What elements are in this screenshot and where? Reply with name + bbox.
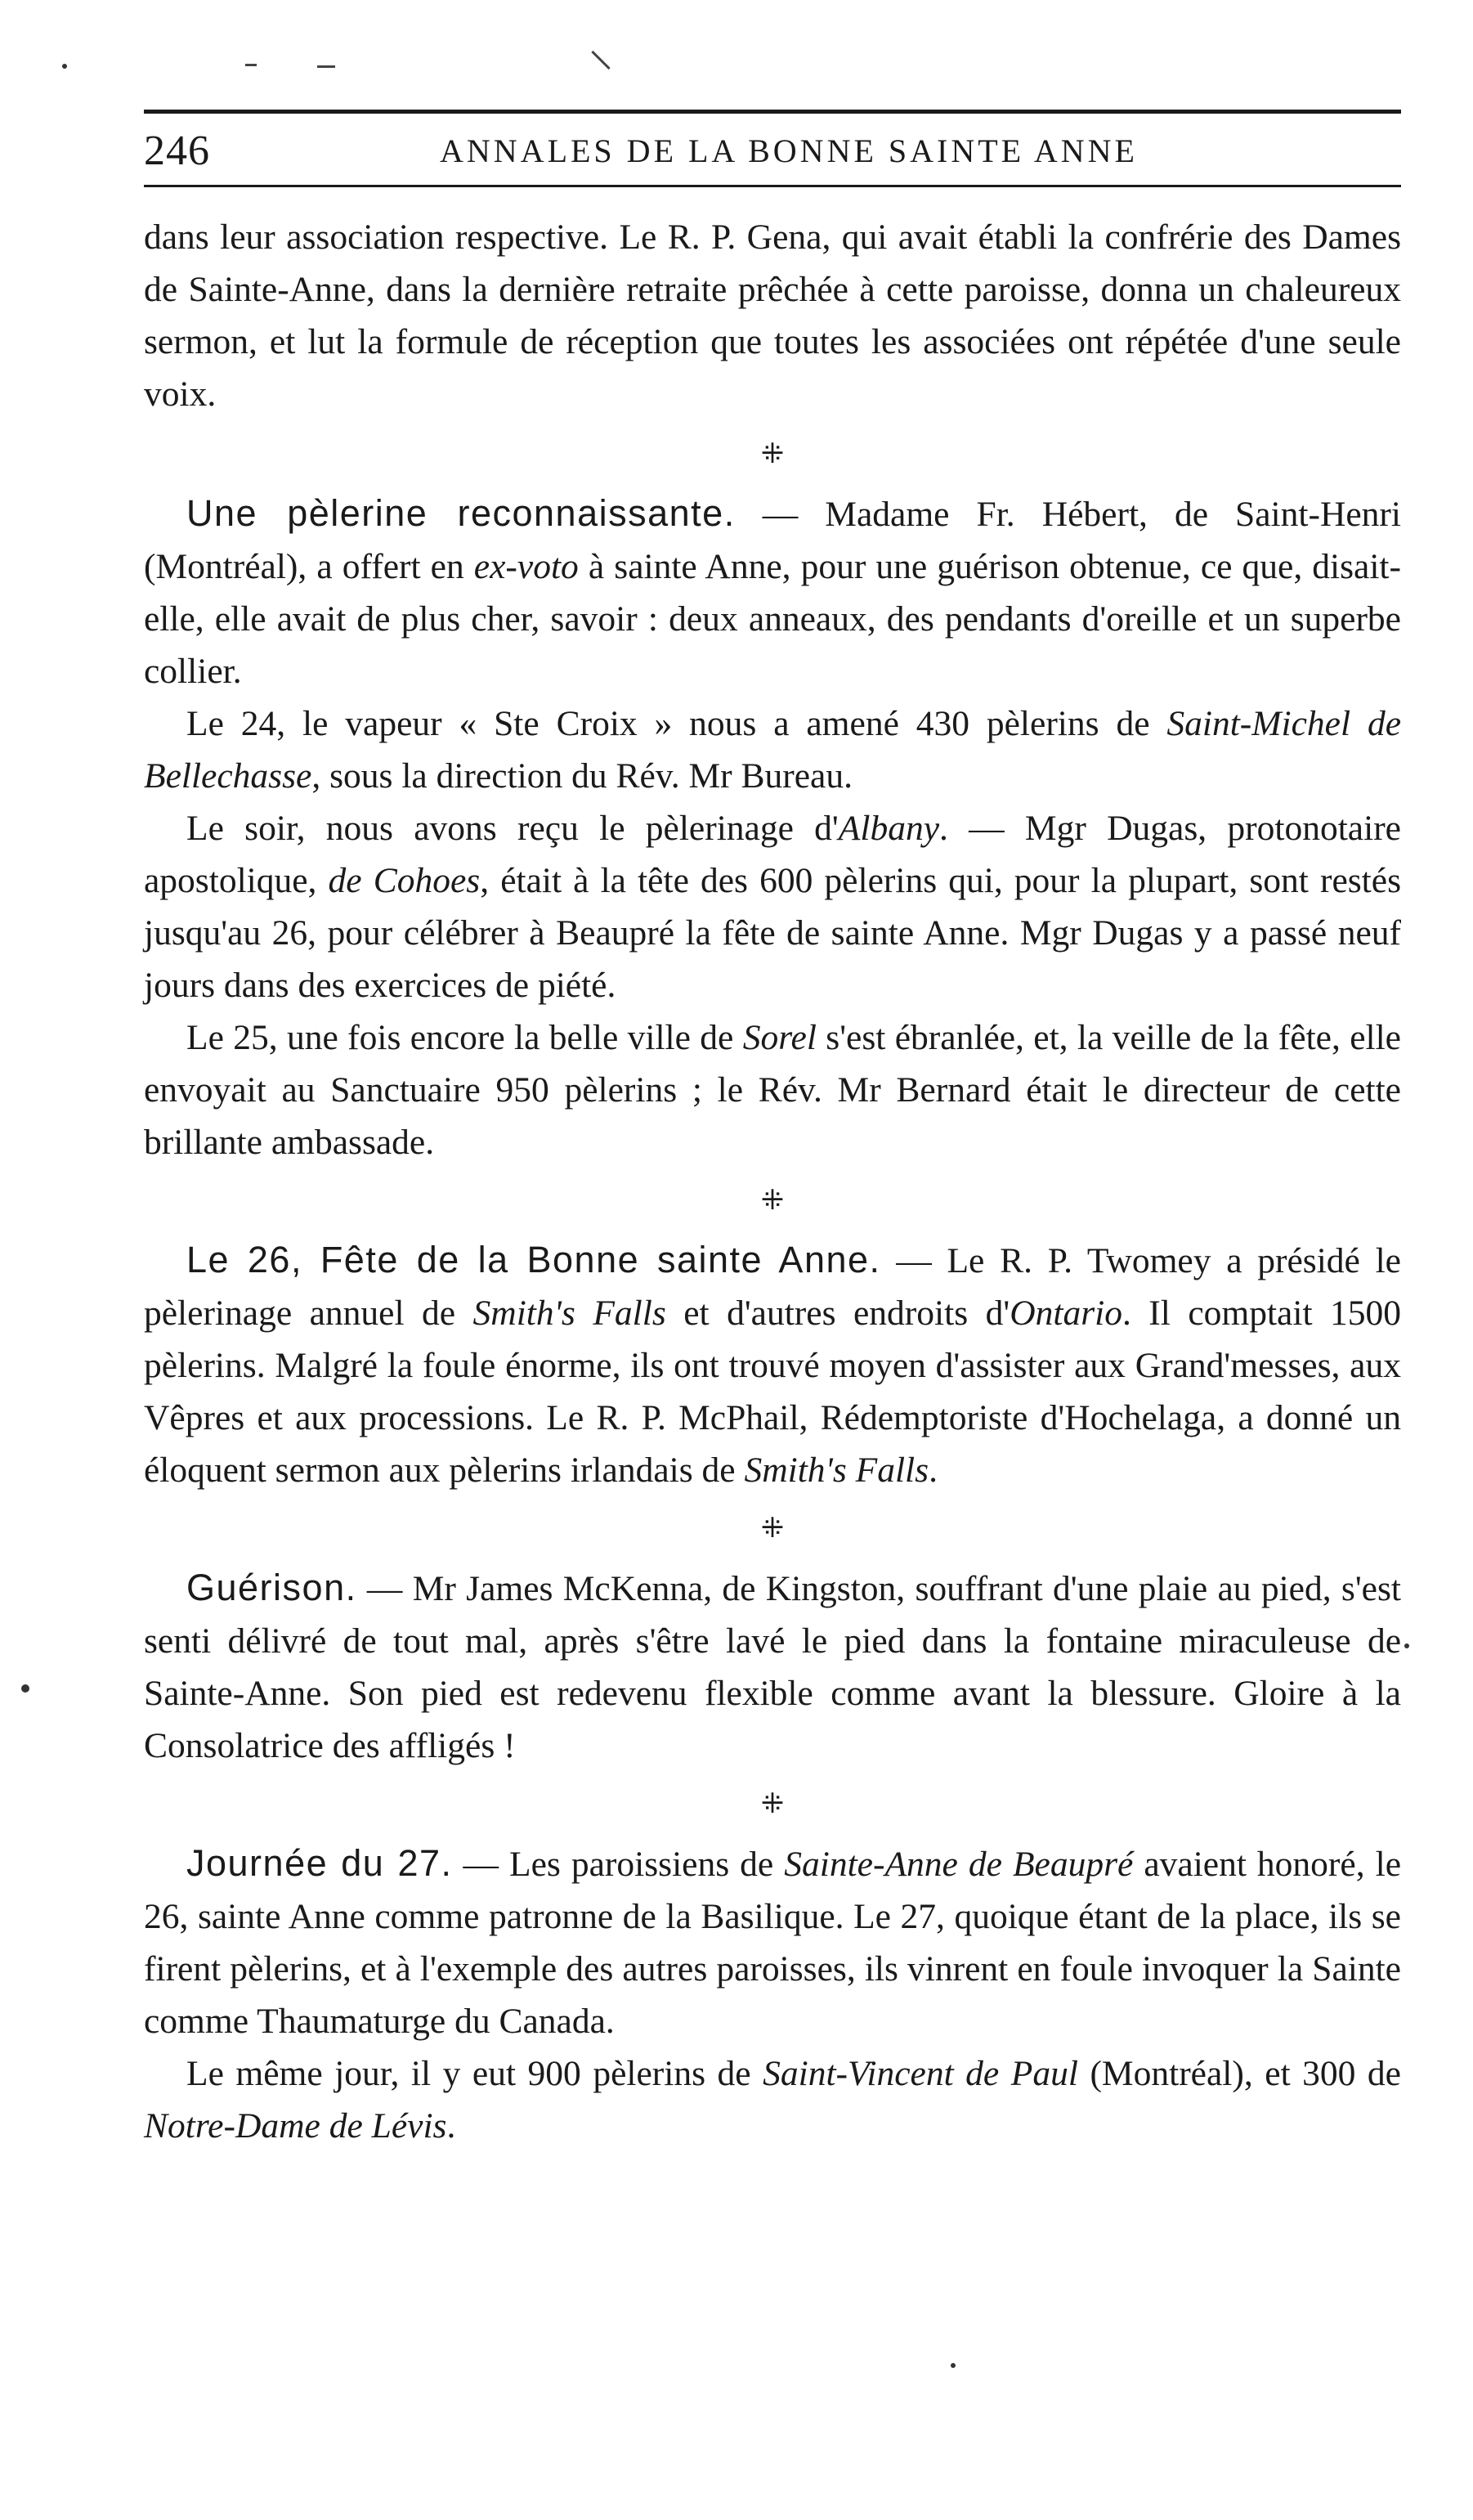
section-rubric: Une pèlerine reconnaissante. xyxy=(186,492,736,534)
section-ornament: ⁜ xyxy=(760,1186,785,1216)
paragraph: Le 25, une fois encore la belle ville de Sorel s'est ébranlée, et, la veille de la fête, elle envoyait au Sanctuaire 950 pèlerins ; le Rév. Mr Bernard était le directeur de cette brillante ambassade. xyxy=(144,1018,1401,1162)
scan-speck xyxy=(21,1684,29,1693)
paragraph: Guérison. — Mr James McKenna, de Kingston, souffrant d'une plaie au pied, s'est senti délivré de tout mal, après s'être lavé le pied dans la fontaine miraculeuse de Sainte-Anne. Son pied est redevenu flexible comme avant la blessure. Gloire à la Consolatrice des affligés ! xyxy=(144,1567,1401,1765)
scan-speck xyxy=(317,65,335,68)
paragraph: Le 24, le vapeur « Ste Croix » nous a amené 430 pèlerins de Saint-Michel de Bellechasse, sous la direction du Rév. Mr Bureau. xyxy=(144,704,1401,796)
scan-speck xyxy=(245,64,257,66)
page-number: 246 xyxy=(144,128,210,174)
header-bottom-rule xyxy=(144,185,1401,187)
section-rubric: Guérison. xyxy=(186,1567,357,1608)
section-rubric: Le 26, Fête de la Bonne sainte Anne. xyxy=(186,1239,881,1280)
scan-speck xyxy=(1404,1643,1409,1648)
paragraph: Le 26, Fête de la Bonne sainte Anne. — Le R. P. Twomey a présidé le pèlerinage annuel de Smith's Falls et d'autres endroits d'Ontario. Il comptait 1500 pèlerins. Malgré la foule énorme, ils ont trouvé moyen d'assister aux Grand'messes, aux Vêpres et aux processions. Le R. P. McPhail, Rédemptoriste d'Hochelaga, a donné un éloquent sermon aux pèlerins irlandais de Smith's Falls. xyxy=(144,1239,1401,1490)
body-text xyxy=(144,211,1401,2152)
scan-speck xyxy=(62,64,67,69)
paragraph: Le soir, nous avons reçu le pèlerinage d'Albany. — Mgr Dugas, protonotaire apostolique, de Cohoes, était à la tête des 600 pèlerins qui, pour la plupart, sont restés jusqu'au 26, pour célébrer à Beaupré la fête de sainte Anne. Mgr Dugas y a passé neuf jours dans des exercices de piété. xyxy=(144,809,1402,1005)
paragraph: dans leur association respective. Le R. P. Gena, qui avait établi la confrérie des Dames de Sainte-Anne, dans la dernière retraite prêchée à cette paroisse, donna un chaleureux sermon, et lut la formule de réception que toutes les associées ont répétée d'une seule voix. xyxy=(144,217,1401,414)
paragraph: Journée du 27. — Les paroissiens de Sainte-Anne de Beaupré avaient honoré, le 26, sainte Anne comme patronne de la Basilique. Le 27, quoique étant de la place, ils se firent pèlerins, et à l'exemple des autres paroisses, ils vinrent en foule invoquer la Sainte comme Thaumaturge du Canada. xyxy=(144,1842,1402,2041)
section-ornament: ⁜ xyxy=(760,439,785,469)
section-rubric: Journée du 27. xyxy=(186,1842,453,1884)
paragraph: Le même jour, il y eut 900 pèlerins de Saint-Vincent de Paul (Montréal), et 300 de Notre-Dame de Lévis. xyxy=(144,2054,1401,2146)
scan-speck xyxy=(591,51,610,70)
running-head xyxy=(144,123,1401,180)
running-title: ANNALES DE LA BONNE SAINTE ANNE xyxy=(440,132,1138,169)
paragraph: Une pèlerine reconnaissante. — Madame Fr. Hébert, de Saint-Henri (Montréal), a offert en ex-voto à sainte Anne, pour une guérison obtenue, ce que, disait-elle, elle avait de plus cher, savoir : deux anneaux, des pendants d'oreille et un superbe collier. xyxy=(144,492,1401,691)
header-top-rule xyxy=(144,110,1401,114)
scan-speck xyxy=(951,2363,956,2368)
section-ornament: ⁜ xyxy=(760,1789,785,1819)
section-ornament: ⁜ xyxy=(760,1513,785,1544)
